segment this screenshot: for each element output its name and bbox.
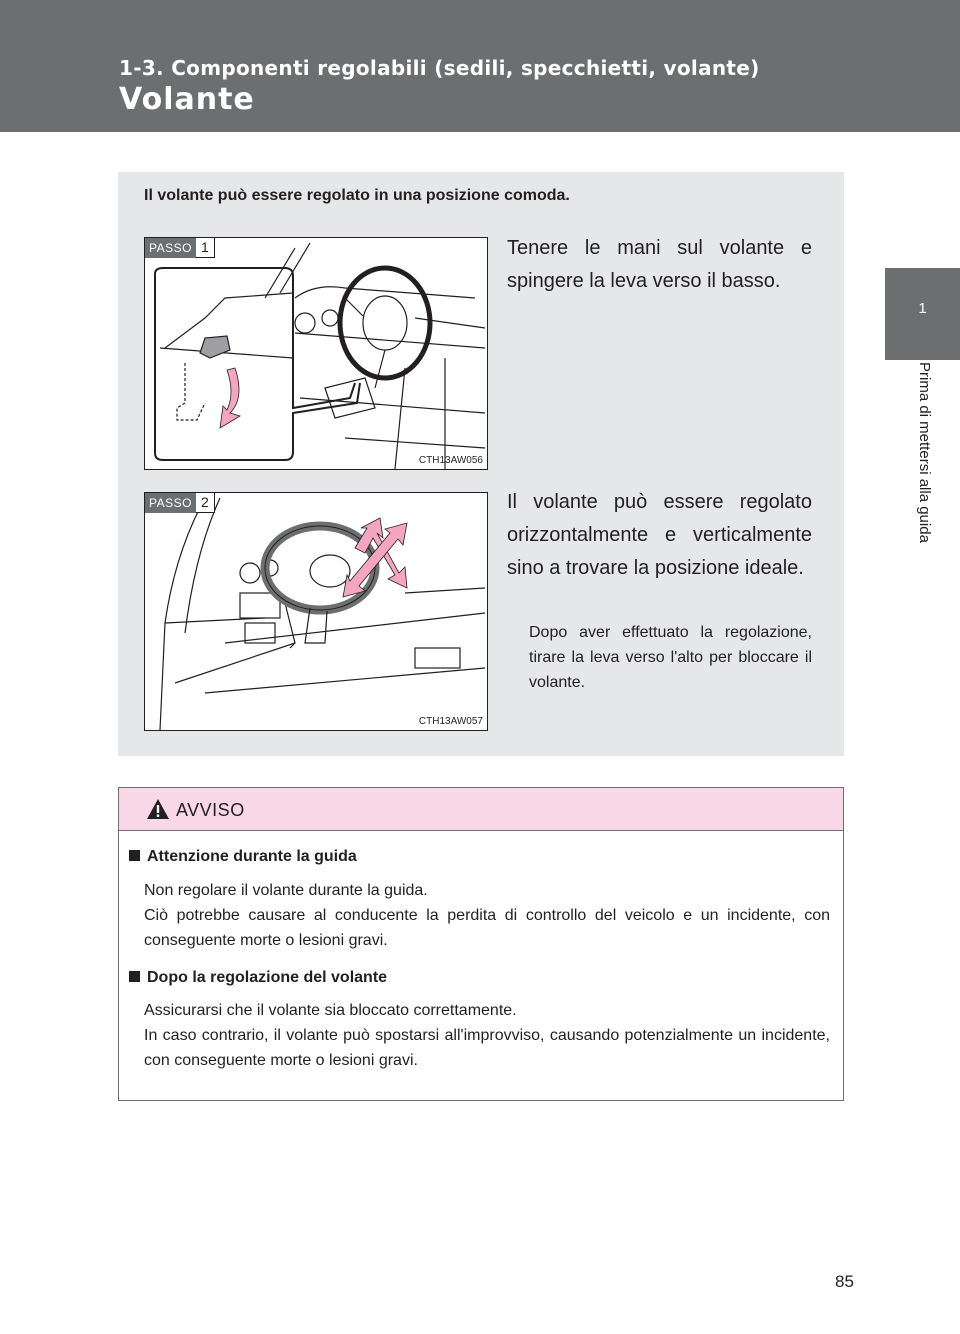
warning-item1-body: [144, 878, 830, 953]
warning-item-heading: [129, 848, 357, 866]
chapter-label-area: [885, 362, 960, 622]
section-title: 1-3. Componenti regolabili (sedili, specchietti, volante): [119, 56, 760, 80]
steering-adjust-drawing: [145, 493, 487, 730]
warning-item1-line2: Ciò potrebbe causare al conducente la perdita di controllo del veicolo e un incidente, con conseguente morte o lesioni gravi.: [144, 907, 830, 949]
warning-title: AVVISO: [176, 800, 245, 820]
page-number: 85: [835, 1272, 854, 1291]
page-title: Volante: [119, 82, 255, 117]
step1-badge: [145, 238, 215, 258]
step2-badge-number: 2: [196, 493, 215, 513]
warning-item2-body: [144, 998, 830, 1073]
warning-item2-line2: In caso contrario, il volante può spostarsi all'improvviso, causando potenzialmente un incidente, con conseguente morte o lesioni gravi.: [144, 1027, 830, 1069]
warning-item-heading: [129, 969, 387, 987]
step2-note: Dopo aver effettuato la regolazione, tirare la leva verso l'alto per bloccare il volante.: [529, 624, 812, 691]
bullet-square-icon: [129, 971, 140, 982]
step2-figure-code: CTH13AW057: [418, 716, 483, 727]
warning-triangle-icon: [146, 798, 170, 820]
chapter-number: 1: [918, 300, 927, 317]
step2-badge-word: PASSO: [145, 493, 196, 513]
bullet-square-icon: [129, 850, 140, 861]
warning-box: [118, 787, 844, 1101]
step1-badge-word: PASSO: [145, 238, 196, 258]
step1-badge-number: 1: [196, 238, 215, 258]
step2-text: Il volante può essere regolato orizzontalmente e verticalmente sino a trovare la posizione ideale.: [507, 491, 812, 579]
warning-item1-line1: Non regolare il volante durante la guida.: [144, 882, 428, 899]
procedure-intro: Il volante può essere regolato in una posizione comoda.: [144, 187, 570, 204]
warning-item1-heading: Attenzione durante la guida: [147, 848, 357, 865]
step2-badge: [145, 493, 215, 513]
step1-illustration: [144, 237, 488, 470]
step1-text: Tenere le mani sul volante e spingere la leva verso il basso.: [507, 237, 812, 292]
warning-header: [119, 788, 843, 831]
step1-figure-code: CTH13AW056: [418, 455, 483, 466]
page-header: [0, 0, 960, 132]
step2-illustration: [144, 492, 488, 731]
warning-item2-line1: Assicurarsi che il volante sia bloccato correttamente.: [144, 1002, 517, 1019]
steering-lever-drawing: [145, 238, 487, 469]
warning-item2-heading: Dopo la regolazione del volante: [147, 969, 388, 986]
chapter-label: Prima di mettersi alla guida: [916, 362, 933, 543]
